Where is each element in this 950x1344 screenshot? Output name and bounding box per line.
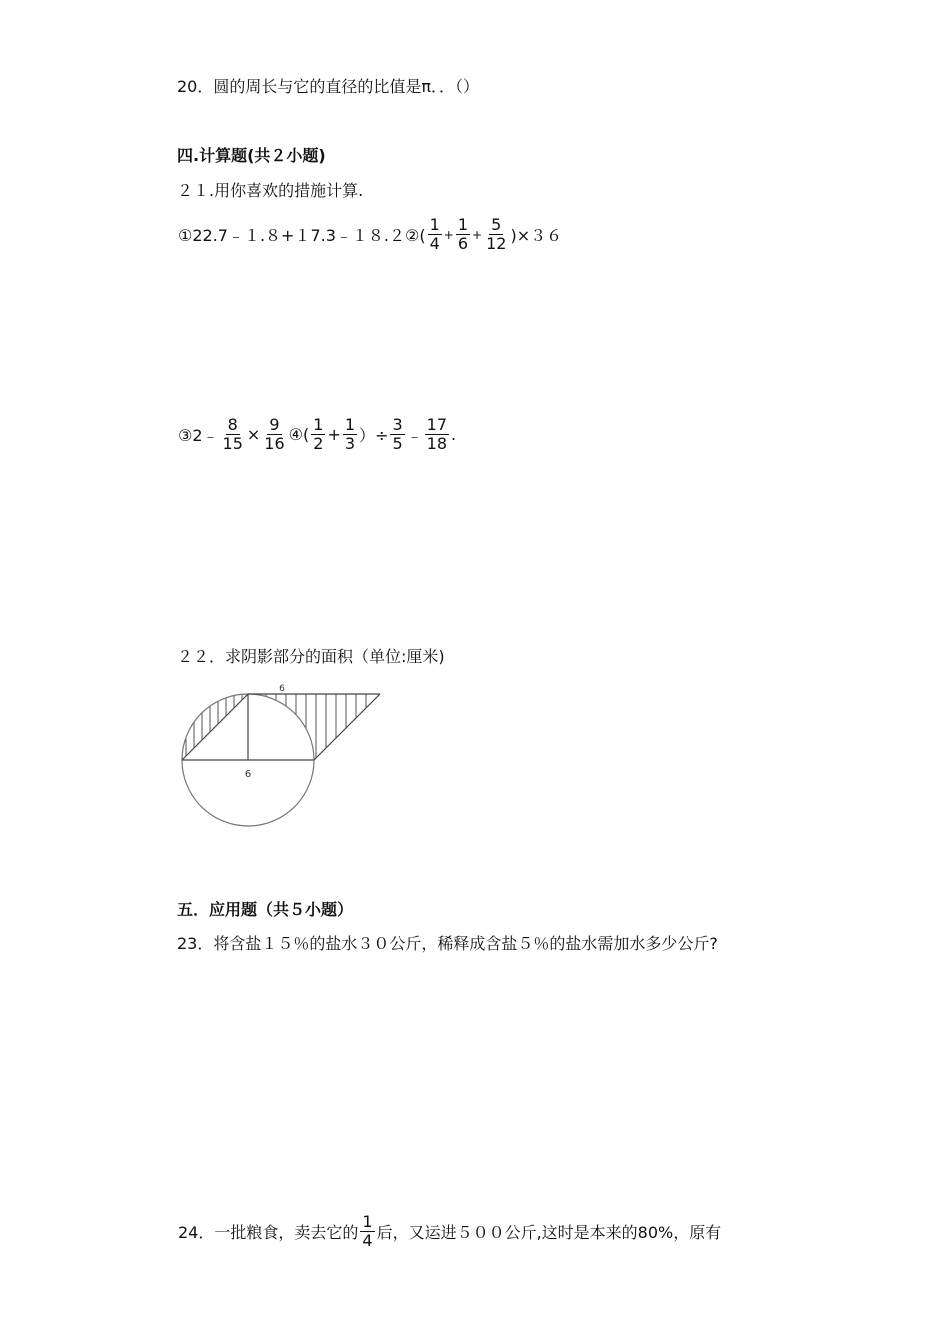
fraction-denominator: 18 xyxy=(426,434,448,453)
expression-1-part-a: ①22.7﹣１.８+１7.3﹣１８.２②( xyxy=(178,226,426,245)
fraction-numerator: 8 xyxy=(227,415,238,434)
plus-sign: + xyxy=(472,227,483,242)
question-21-expression-row-2 xyxy=(177,416,457,453)
fraction-1-2 xyxy=(311,416,325,453)
question-24-text-b: 后，又运进５００公斤,这时是本来的80%，原有 xyxy=(376,1223,722,1242)
expression-2-part-a: ③2﹣ xyxy=(178,426,219,445)
fraction-numerator: 1 xyxy=(429,215,440,234)
fraction-numerator: 1 xyxy=(457,215,469,234)
question-21-prompt xyxy=(177,180,363,202)
plus-sign: + xyxy=(327,425,341,444)
expression-2-part-b: ④( xyxy=(288,425,310,444)
question-22-prompt-text: ２２．求阴影部分的面积（单位:厘米) xyxy=(177,647,445,666)
fraction-5-12 xyxy=(484,216,508,253)
fraction-numerator: 5 xyxy=(491,215,502,234)
fraction-denominator: 4 xyxy=(429,234,440,253)
minus-sign: ﹣ xyxy=(406,426,423,445)
fraction-1-4-q24 xyxy=(360,1213,374,1250)
question-24-text-a: 24．一批粮食，卖去它的 xyxy=(178,1223,359,1242)
question-23-text: 23．将含盐１５％的盐水３０公斤，稀释成含盐５％的盐水需加水多少公斤? xyxy=(177,934,718,953)
fraction-denominator: 5 xyxy=(392,434,403,453)
question-20 xyxy=(177,76,479,98)
fraction-3-5 xyxy=(390,416,404,453)
question-22-prompt xyxy=(177,646,445,668)
question-20-text: 20．圆的周长与它的直径的比值是π．．（） xyxy=(177,77,479,96)
fraction-numerator: 1 xyxy=(313,415,324,434)
fraction-1-4 xyxy=(428,216,442,253)
times-sign: × xyxy=(246,425,261,444)
section-5-heading-text: 五．应用题（共５小题） xyxy=(177,900,354,919)
fraction-numerator: 1 xyxy=(344,415,356,434)
fraction-denominator: 2 xyxy=(313,434,324,453)
expression-1-part-b: )×３６ xyxy=(510,226,563,245)
fraction-denominator: 3 xyxy=(344,434,356,453)
fraction-1-6 xyxy=(456,216,470,253)
expression-2-part-c: ）÷ xyxy=(359,426,389,445)
fraction-denominator: 16 xyxy=(264,434,285,453)
fraction-8-15 xyxy=(221,416,245,453)
right-slant-line xyxy=(314,694,380,760)
section-4-heading-text: 四.计算题(共２小题) xyxy=(177,146,326,165)
question-24 xyxy=(177,1213,722,1250)
fraction-17-18 xyxy=(425,416,449,453)
section-5-heading xyxy=(177,899,353,921)
fraction-9-16 xyxy=(262,416,286,453)
period: . xyxy=(451,425,457,444)
fraction-denominator: 12 xyxy=(486,234,507,253)
shaded-area-figure xyxy=(176,678,386,833)
fraction-numerator: 1 xyxy=(362,1212,373,1231)
fraction-denominator: 6 xyxy=(457,234,469,253)
section-4-heading xyxy=(177,145,326,167)
question-21-expression-row-1 xyxy=(177,216,563,253)
label-top-length: 6 xyxy=(279,684,285,694)
right-hatch xyxy=(256,678,366,768)
left-hatch xyxy=(186,678,242,768)
fraction-denominator: 4 xyxy=(362,1231,373,1250)
fraction-1-3 xyxy=(343,416,357,453)
fraction-numerator: 9 xyxy=(269,415,280,434)
question-21-prompt-text: ２１.用你喜欢的措施计算. xyxy=(177,181,364,200)
plus-sign: + xyxy=(443,227,454,242)
label-diameter-length: 6 xyxy=(244,769,252,780)
fraction-numerator: 3 xyxy=(392,415,403,434)
fraction-denominator: 15 xyxy=(222,434,243,453)
fraction-numerator: 17 xyxy=(426,415,448,434)
left-chord xyxy=(182,694,248,760)
question-23 xyxy=(177,933,718,955)
